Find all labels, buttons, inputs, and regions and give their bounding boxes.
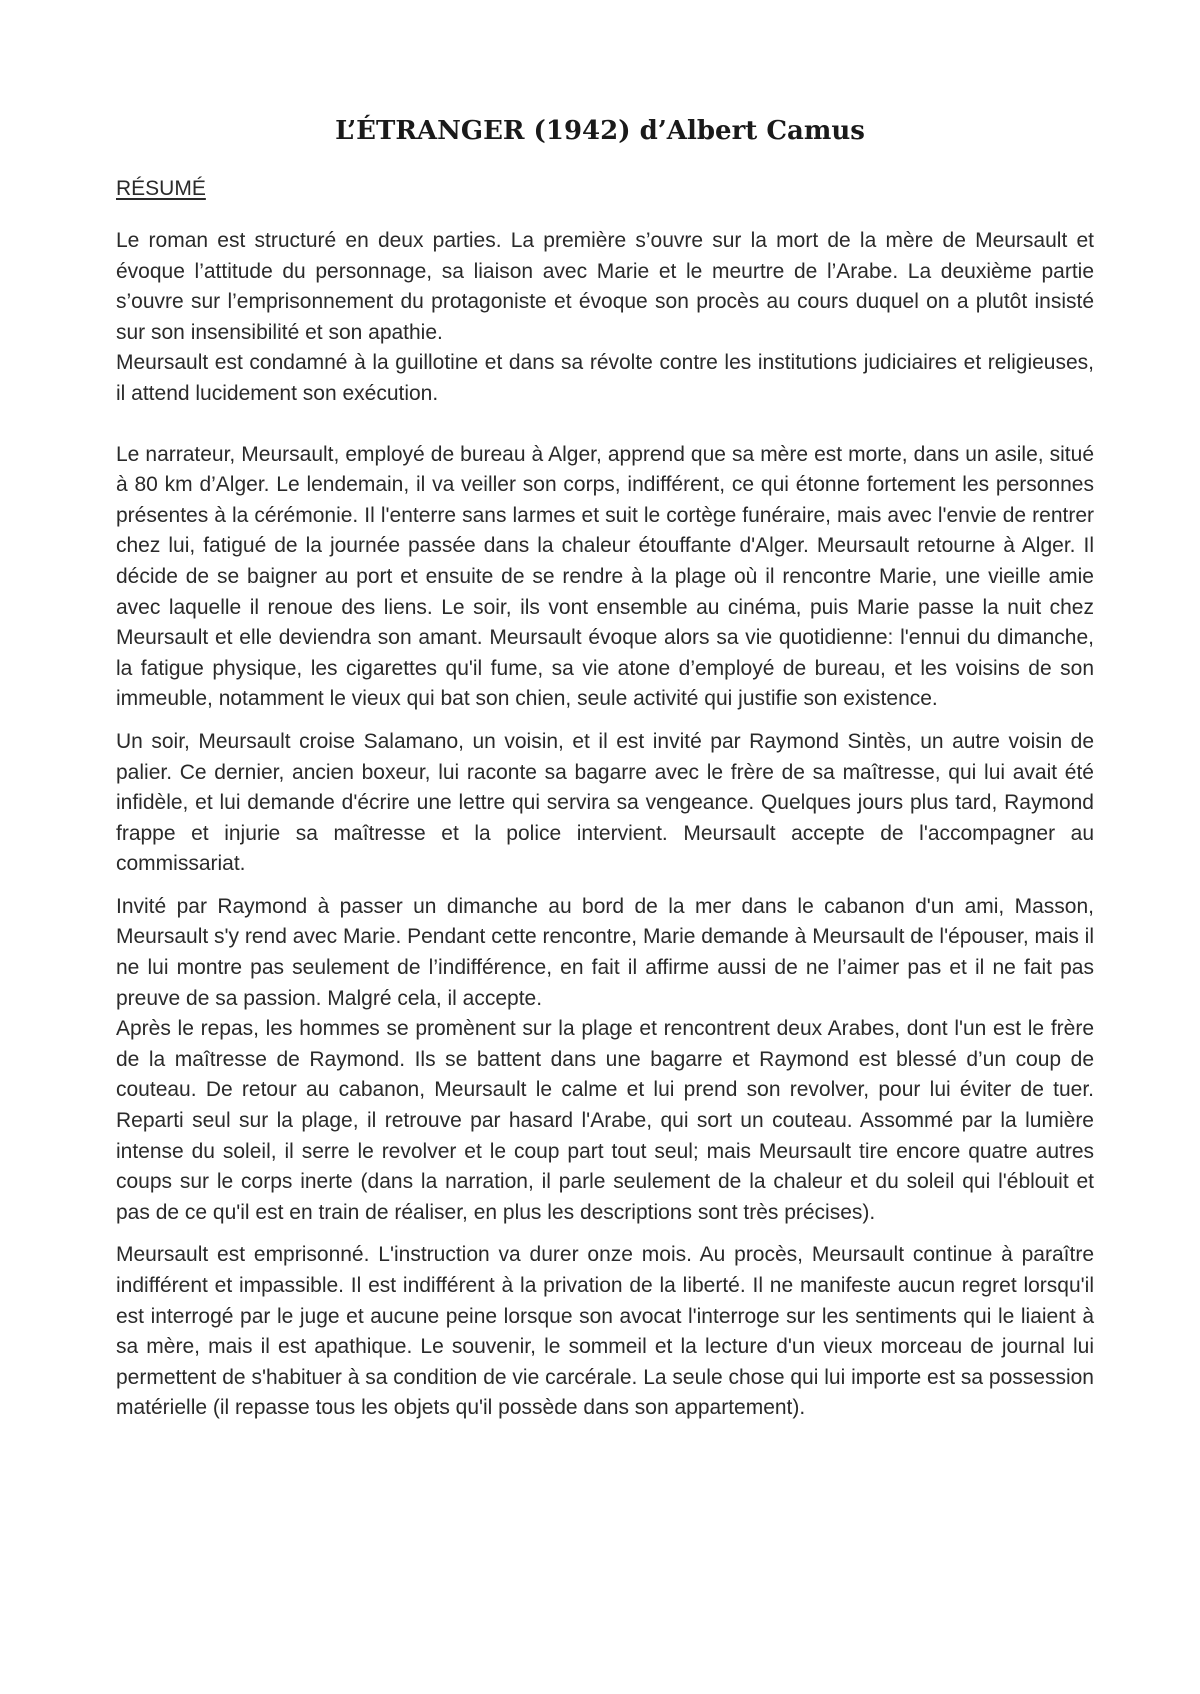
paragraph: Meursault est emprisonné. L'instruction va durer onze mois. Au procès, Meursault continue à paraître indifférent et impassible. Il est indifférent à la privation de la liberté. Il ne manifeste aucun regret lorsqu'il est interrogé par le juge et aucune peine lorsque son avocat l'interroge sur les sentiments qui le liaient à sa mère, mais il est apathique. Le souvenir, le sommeil et la lecture d'un vieux morceau de journal lui permettent de s'habituer à sa condition de vie carcérale. La seule chose qui lui importe est sa possession matérielle (il repasse tous les objets qu'il possède dans son appartement).: [116, 1243, 1094, 1420]
document-body: [116, 226, 1094, 1424]
paragraph-spacer: [116, 1228, 1094, 1240]
page-title: L’ÉTRANGER (1942) d’Albert Camus: [335, 116, 865, 146]
paragraph-spacer: [116, 880, 1094, 892]
paragraph: Le roman est structuré en deux parties. La première s’ouvre sur la mort de la mère de Meursault et évoque l’attitude du personnage, sa liaison avec Marie et le meurtre de l’Arabe. La deuxième partie s’ouvre sur l’emprisonnement du protagoniste et évoque son procès au cours duquel on a plutôt insisté sur son insensibilité et son apathie.: [116, 229, 1094, 344]
paragraph: Après le repas, les hommes se promènent sur la plage et rencontrent deux Arabes, dont l'un est le frère de la maîtresse de Raymond. Ils se battent dans une bagarre et Raymond est blessé d’un coup de couteau. De retour au cabanon, Meursault le calme et lui prend son revolver, pour lui éviter de tuer. Reparti seul sur la plage, il retrouve par hasard l'Arabe, qui sort un couteau. Assommé par la lumière intense du soleil, il serre le revolver et le coup part tout seul; mais Meursault tire encore quatre autres coups sur le corps inerte (dans la narration, il parle seulement de la chaleur et du soleil qui l'éblouit et pas de ce qu'il est en train de réaliser, en plus les descriptions sont très précises).: [116, 1017, 1094, 1224]
paragraph: Le narrateur, Meursault, employé de bureau à Alger, apprend que sa mère est morte, dans un asile, situé à 80 km d’Alger. Le lendemain, il va veiller son corps, indifférent, ce qui étonne fortement les personnes présentes à la cérémonie. Il l'enterre sans larmes et suit le cortège funéraire, mais avec l'envie de rentrer chez lui, fatigué de la journée passée dans la chaleur étouffante d'Alger. Meursault retourne à Alger. Il décide de se baigner au port et ensuite de se rendre à la plage où il rencontre Marie, une vieille amie avec laquelle il renoue des liens. Le soir, ils vont ensemble au cinéma, puis Marie passe la nuit chez Meursault et elle deviendra son amant. Meursault évoque alors sa vie quotidienne: l'ennui du dimanche, la fatigue physique, les cigarettes qu'il fume, sa vie atone d’employé de bureau, et les voisins de son immeuble, notamment le vieux qui bat son chien, seule activité qui justifie son existence.: [116, 442, 1094, 711]
section-heading-resume: RÉSUMÉ: [116, 177, 206, 200]
paragraph: Invité par Raymond à passer un dimanche au bord de la mer dans le cabanon d'un ami, Masson, Meursault s'y rend avec Marie. Pendant cette rencontre, Marie demande à Meursault de l'épouser, mais il ne lui montre pas seulement de l’indifférence, en fait il affirme aussi de ne l’aimer pas et il ne fait pas preuve de sa passion. Malgré cela, il accepte.: [116, 894, 1095, 1010]
paragraph-spacer: [116, 715, 1094, 727]
paragraph: Un soir, Meursault croise Salamano, un voisin, et il est invité par Raymond Sintès, un autre voisin de palier. Ce dernier, ancien boxeur, lui raconte sa bagarre avec le frère de sa maîtresse, qui lui avait été infidèle, et lui demande d'écrire une lettre qui servira sa vengeance. Quelques jours plus tard, Raymond frappe et injurie sa maîtresse et la police intervient. Meursault accepte de l'accompagner au commissariat.: [116, 729, 1094, 876]
paragraph-spacer: [116, 410, 1094, 440]
paragraph: Meursault est condamné à la guillotine et dans sa révolte contre les institutions judiciaires et religieuses, il attend lucidement son exécution.: [116, 351, 1094, 405]
